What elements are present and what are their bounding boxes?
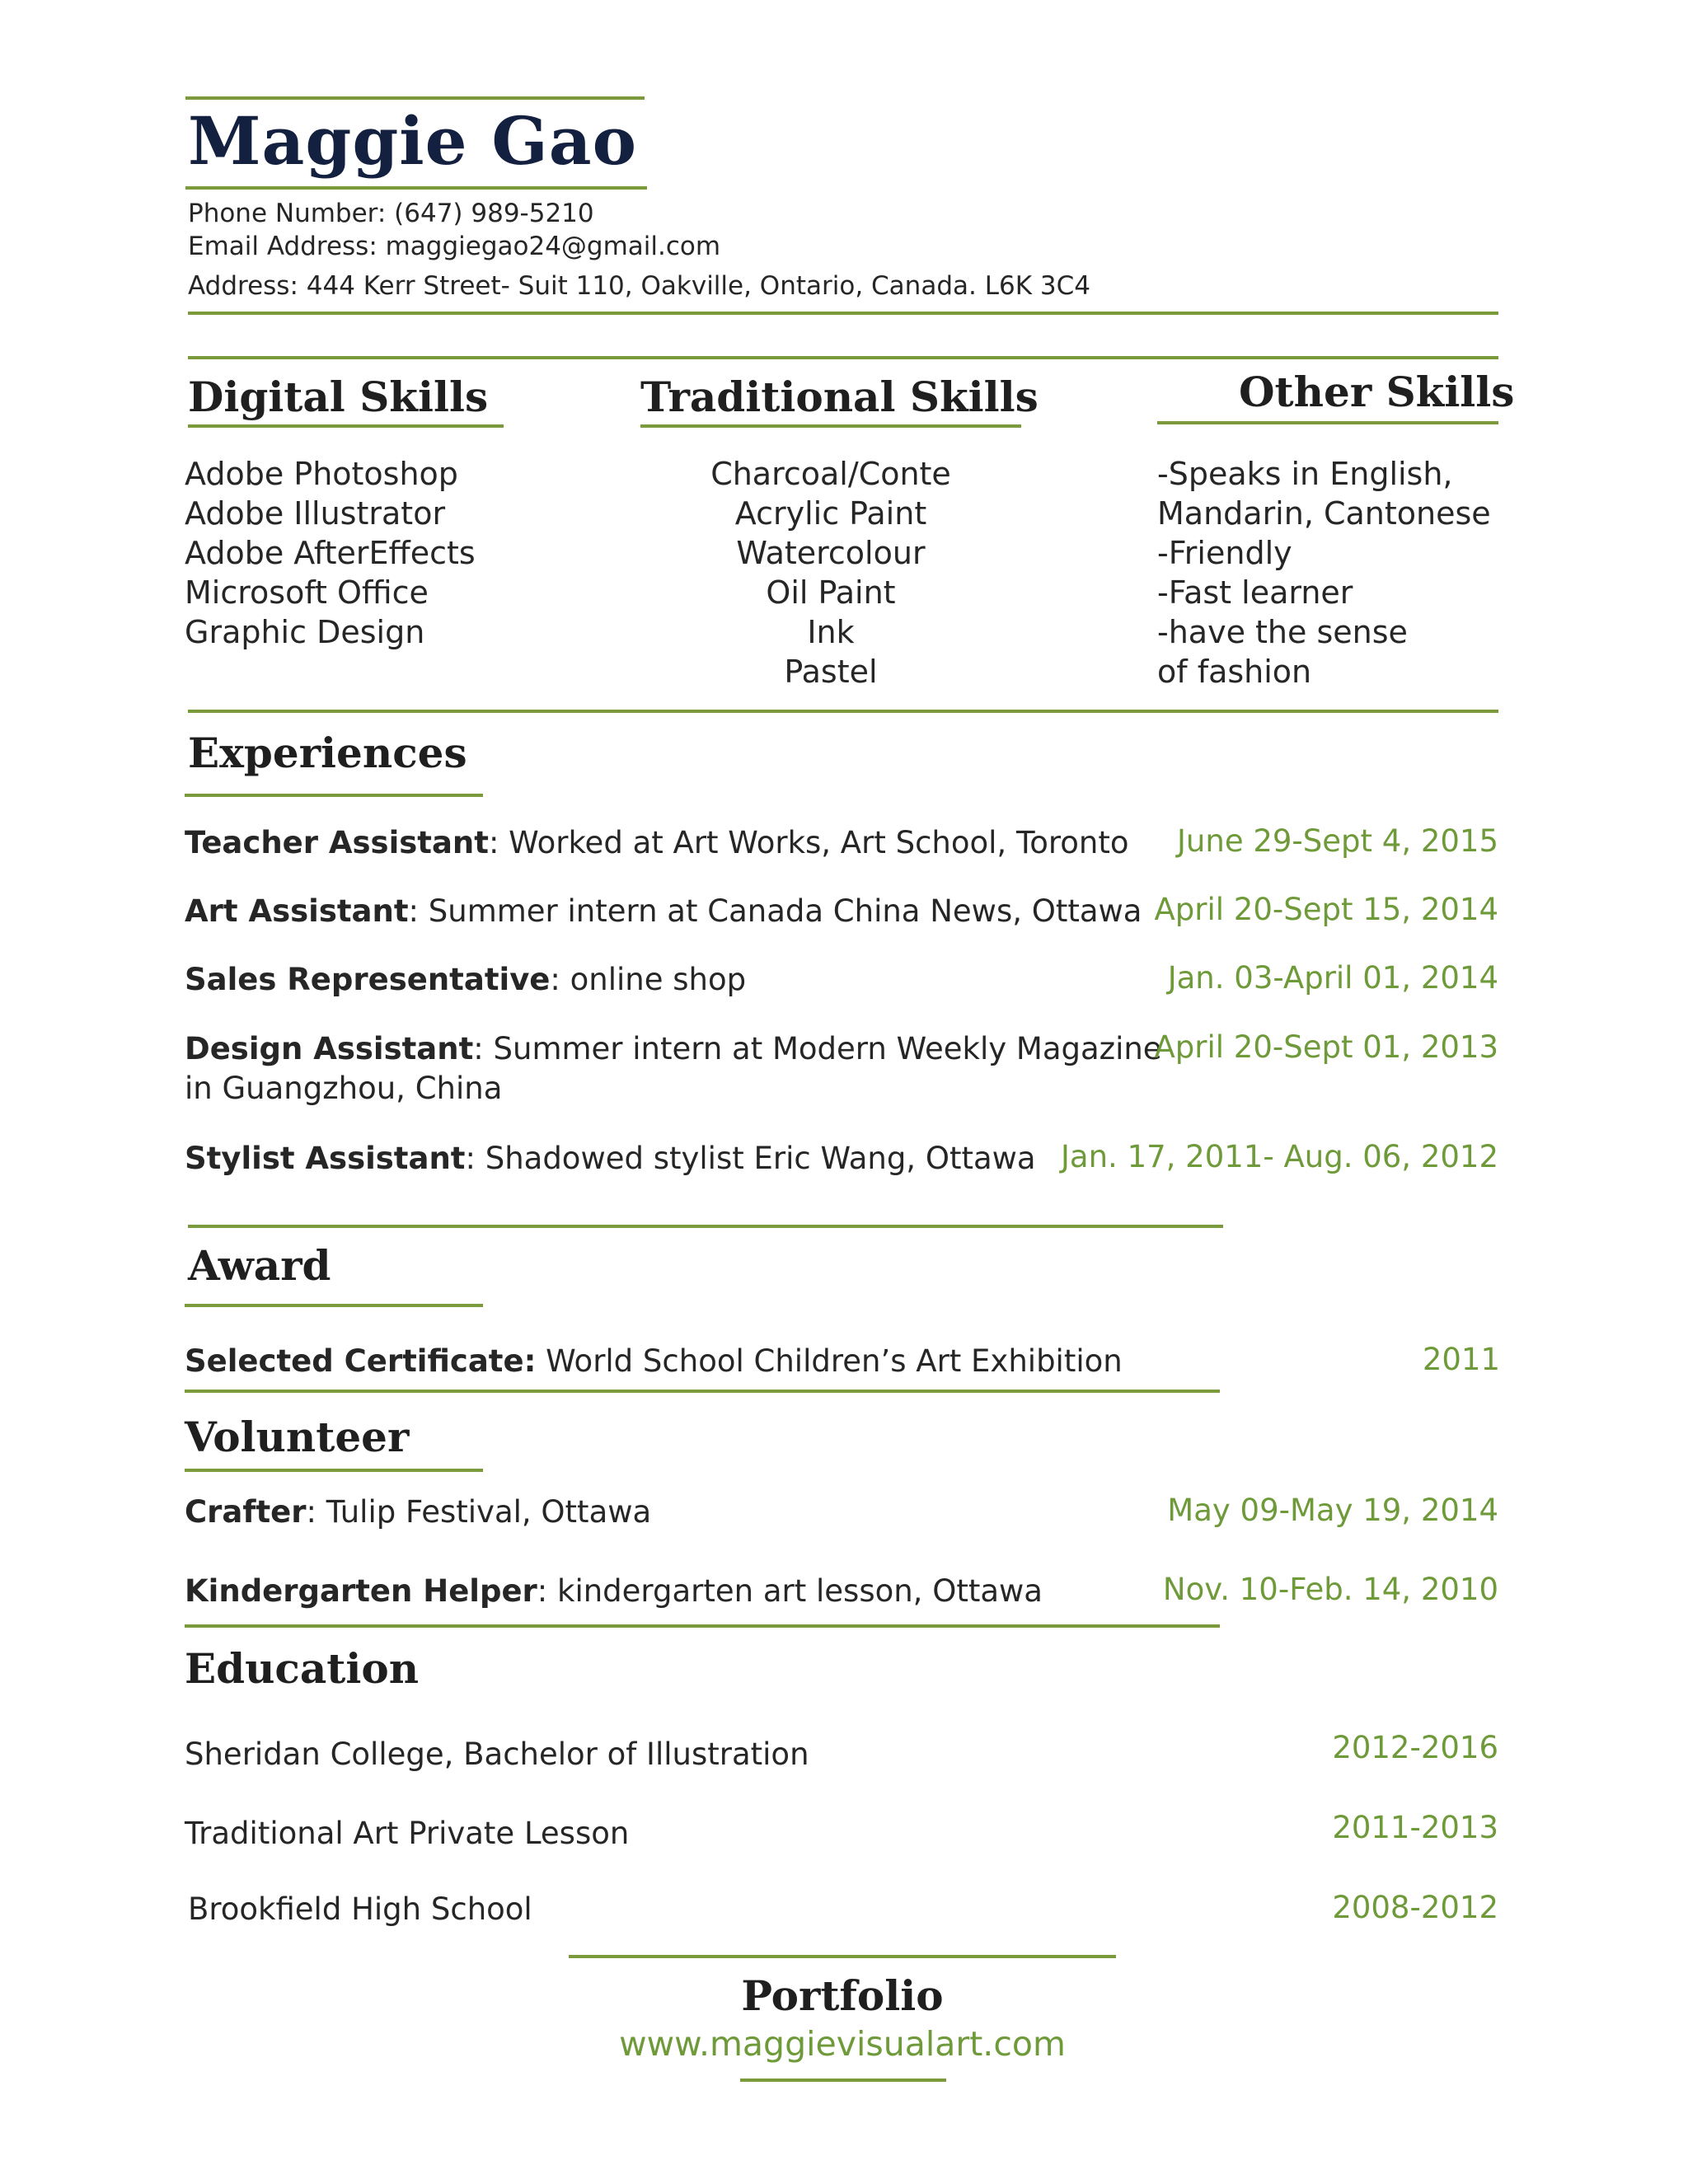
traditional-skills-rule bbox=[640, 424, 1021, 428]
experiences-bottom-rule bbox=[188, 1225, 1223, 1228]
phone-number: Phone Number: (647) 989-5210 bbox=[188, 199, 594, 228]
name-bottom-rule bbox=[185, 186, 647, 190]
skill-item: Charcoal/Conte bbox=[710, 456, 951, 492]
experience-entry bbox=[185, 1139, 1036, 1179]
experience-desc: : Summer intern at Canada China News, Ottawa bbox=[408, 893, 1142, 929]
skills-bottom-rule bbox=[188, 710, 1498, 713]
experience-date: April 20-Sept 15, 2014 bbox=[1154, 892, 1498, 927]
experiences-heading: Experiences bbox=[188, 729, 467, 777]
experience-role: Sales Representative bbox=[185, 962, 551, 997]
skill-item: Adobe Photoshop bbox=[185, 456, 458, 492]
award-role: Selected Certificate: bbox=[185, 1343, 537, 1379]
award-heading: Award bbox=[188, 1241, 331, 1290]
volunteer-rule bbox=[185, 1469, 483, 1472]
skill-item: of fashion bbox=[1157, 654, 1312, 690]
name-top-rule bbox=[185, 96, 645, 100]
education-entry: Sheridan College, Bachelor of Illustration bbox=[185, 1736, 809, 1772]
experience-role: Teacher Assistant bbox=[185, 825, 489, 860]
portfolio-heading: Portfolio bbox=[741, 1971, 944, 2020]
education-heading: Education bbox=[185, 1644, 420, 1693]
digital-skills-rule bbox=[188, 424, 504, 428]
skill-item: Adobe AfterEffects bbox=[185, 535, 476, 571]
award-rule bbox=[185, 1304, 483, 1307]
skill-item: Adobe Illustrator bbox=[185, 495, 446, 532]
experience-date: Jan. 03-April 01, 2014 bbox=[1167, 960, 1498, 996]
other-skills-list bbox=[1157, 454, 1491, 691]
email-address: Email Address: maggiegao24@gmail.com bbox=[188, 232, 721, 261]
experience-entry bbox=[185, 1029, 1162, 1108]
header-rule-1 bbox=[188, 312, 1498, 315]
award-bottom-rule bbox=[185, 1390, 1220, 1393]
portfolio-bottom-rule bbox=[740, 2079, 946, 2082]
experience-entry bbox=[185, 960, 746, 1000]
experience-date: April 20-Sept 01, 2013 bbox=[1154, 1029, 1498, 1065]
experience-date: June 29-Sept 4, 2015 bbox=[1177, 823, 1498, 859]
experience-role: Design Assistant bbox=[185, 1031, 474, 1066]
skill-item: -Friendly bbox=[1157, 535, 1292, 571]
digital-skills-list bbox=[185, 454, 476, 652]
skill-item: Acrylic Paint bbox=[734, 495, 927, 532]
volunteer-desc: : Tulip Festival, Ottawa bbox=[306, 1494, 652, 1530]
education-entry: Traditional Art Private Lesson bbox=[185, 1816, 630, 1851]
experience-desc: : online shop bbox=[550, 962, 747, 997]
portfolio-link[interactable]: www.maggievisualart.com bbox=[619, 2024, 1066, 2064]
traditional-skills-list bbox=[666, 454, 996, 691]
volunteer-entry bbox=[185, 1572, 1043, 1611]
volunteer-bottom-rule bbox=[185, 1624, 1220, 1628]
volunteer-role: Crafter bbox=[185, 1494, 307, 1530]
other-skills-heading: Other Skills bbox=[1239, 368, 1515, 416]
experience-role: Stylist Assistant bbox=[185, 1141, 466, 1176]
experience-date: Jan. 17, 2011- Aug. 06, 2012 bbox=[1061, 1139, 1498, 1174]
skill-item: Pastel bbox=[784, 654, 878, 690]
volunteer-entry bbox=[185, 1493, 651, 1532]
award-date: 2011 bbox=[1422, 1342, 1500, 1377]
skill-item: -Fast learner bbox=[1157, 574, 1353, 611]
skill-item: Microsoft Office bbox=[185, 574, 429, 611]
education-date: 2011-2013 bbox=[1332, 1810, 1498, 1845]
volunteer-heading: Volunteer bbox=[185, 1413, 410, 1461]
volunteer-date: May 09-May 19, 2014 bbox=[1167, 1493, 1498, 1528]
postal-address: Address: 444 Kerr Street- Suit 110, Oakville, Ontario, Canada. L6K 3C4 bbox=[188, 271, 1090, 301]
digital-skills-heading: Digital Skills bbox=[188, 373, 489, 421]
portfolio-top-rule bbox=[569, 1955, 1116, 1958]
experiences-rule bbox=[185, 794, 483, 797]
experience-entry bbox=[185, 892, 1142, 931]
traditional-skills-heading: Traditional Skills bbox=[640, 373, 1039, 421]
other-skills-rule bbox=[1157, 421, 1498, 424]
education-entry: Brookfield High School bbox=[188, 1891, 532, 1927]
experience-entry bbox=[185, 823, 1129, 863]
volunteer-date: Nov. 10-Feb. 14, 2010 bbox=[1162, 1572, 1498, 1607]
award-desc: World School Children’s Art Exhibition bbox=[536, 1343, 1123, 1379]
education-date: 2008-2012 bbox=[1332, 1890, 1498, 1925]
experience-desc-continued: in Guangzhou, China bbox=[185, 1071, 503, 1106]
skill-item: -Speaks in English, bbox=[1157, 456, 1453, 492]
volunteer-role: Kindergarten Helper bbox=[185, 1573, 537, 1609]
skill-item: Graphic Design bbox=[185, 614, 425, 650]
experience-desc: : Worked at Art Works, Art School, Toronto bbox=[488, 825, 1129, 860]
education-date: 2012-2016 bbox=[1332, 1730, 1498, 1765]
header-rule-2 bbox=[188, 356, 1498, 359]
skill-item: -have the sense bbox=[1157, 614, 1408, 650]
candidate-name: Maggie Gao bbox=[188, 102, 637, 180]
skill-item: Ink bbox=[807, 614, 855, 650]
skill-item: Mandarin, Cantonese bbox=[1157, 495, 1491, 532]
experience-desc: : Summer intern at Modern Weekly Magazine bbox=[473, 1031, 1162, 1066]
experience-role: Art Assistant bbox=[185, 893, 409, 929]
skill-item: Oil Paint bbox=[766, 574, 896, 611]
skill-item: Watercolour bbox=[736, 535, 926, 571]
experience-desc: : Shadowed stylist Eric Wang, Ottawa bbox=[465, 1141, 1036, 1176]
award-entry bbox=[185, 1342, 1123, 1381]
volunteer-desc: : kindergarten art lesson, Ottawa bbox=[537, 1573, 1043, 1609]
